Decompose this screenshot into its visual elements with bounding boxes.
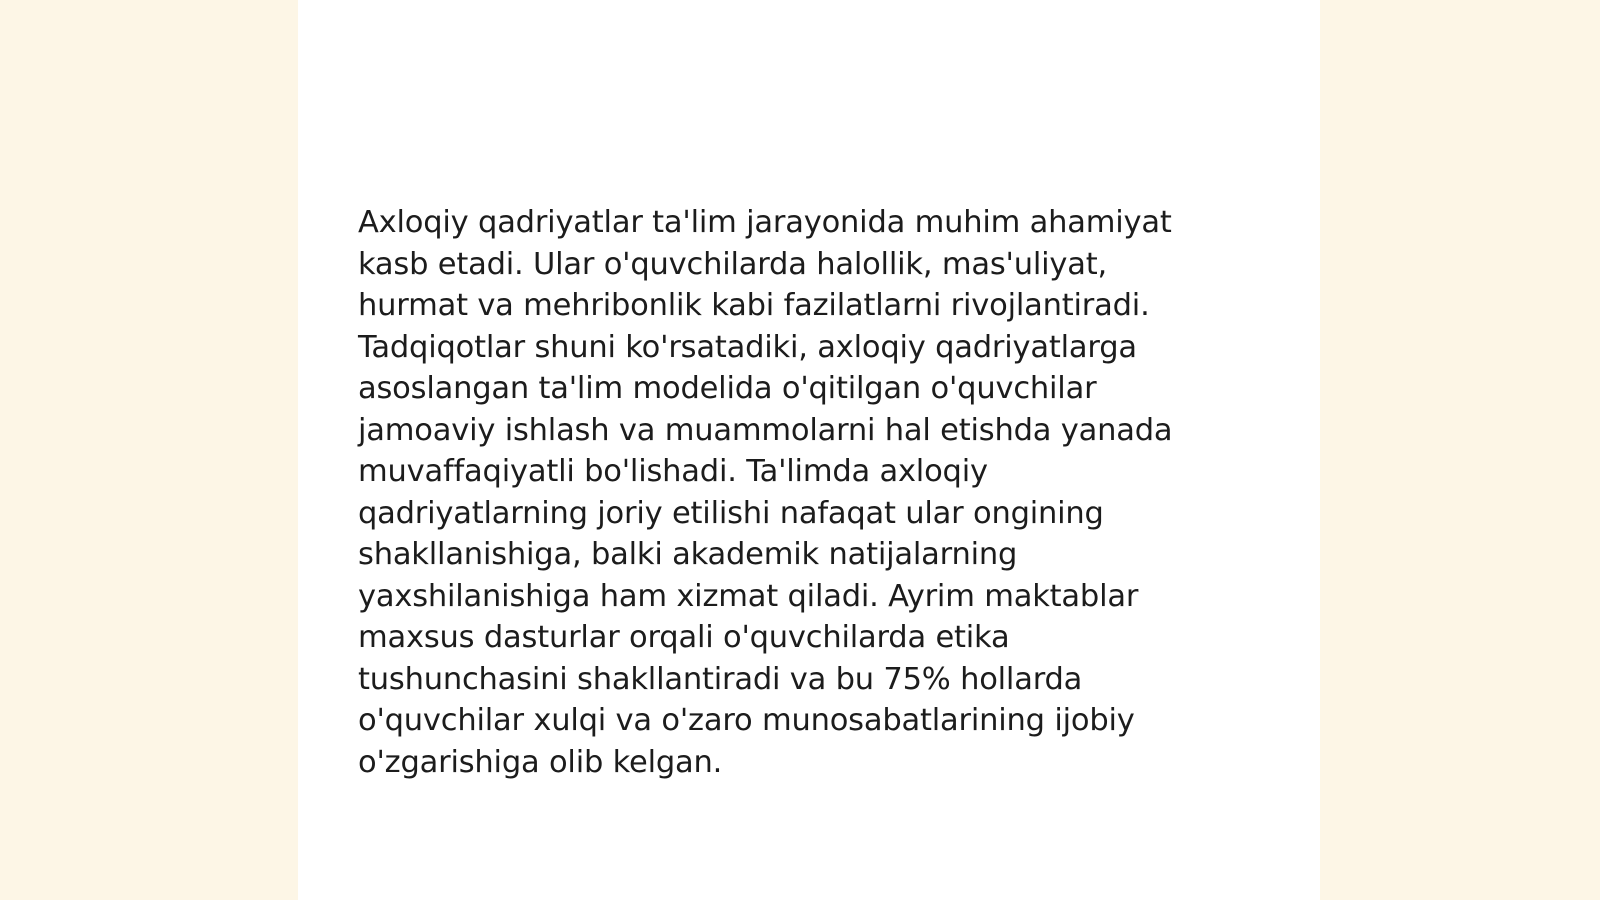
paragraph-line: yaxshilanishiga ham xizmat qiladi. Ayrim maktablar xyxy=(358,578,1139,614)
paragraph-line: asoslangan ta'lim modelida o'qitilgan o'quvchilar xyxy=(358,371,1097,406)
slide xyxy=(298,0,1320,900)
paragraph-line: o'quvchilar xulqi va o'zaro munosabatlarining ijobiy xyxy=(358,703,1135,738)
paragraph-line: tushunchasini shakllantiradi va bu 75% hollarda xyxy=(358,661,1083,697)
paragraph-line: shakllanishiga, balki akademik natijalarning xyxy=(358,537,1018,572)
paragraph-line: Axloqiy qadriyatlar ta'lim jarayonida muhim ahamiyat xyxy=(358,205,1172,240)
paragraph-line: hurmat va mehribonlik kabi fazilatlarni rivojlantiradi. xyxy=(358,288,1150,323)
paragraph-line: jamoaviy ishlash va muammolarni hal etishda yanada xyxy=(358,412,1173,448)
paragraph-line: muvaffaqiyatli bo'lishadi. Ta'limda axloqiy xyxy=(358,454,988,489)
paragraph-line: Tadqiqotlar shuni ko'rsatadiki, axloqiy qadriyatlarga xyxy=(358,329,1137,365)
paragraph-line: o'zgarishiga olib kelgan. xyxy=(358,744,723,780)
body-paragraph xyxy=(358,202,1258,783)
paragraph-line: maxsus dasturlar orqali o'quvchilarda etika xyxy=(358,620,1010,655)
paragraph-line: qadriyatlarning joriy etilishi nafaqat ular ongining xyxy=(358,495,1104,531)
paragraph-line: kasb etadi. Ular o'quvchilarda halollik, mas'uliyat, xyxy=(358,246,1107,282)
